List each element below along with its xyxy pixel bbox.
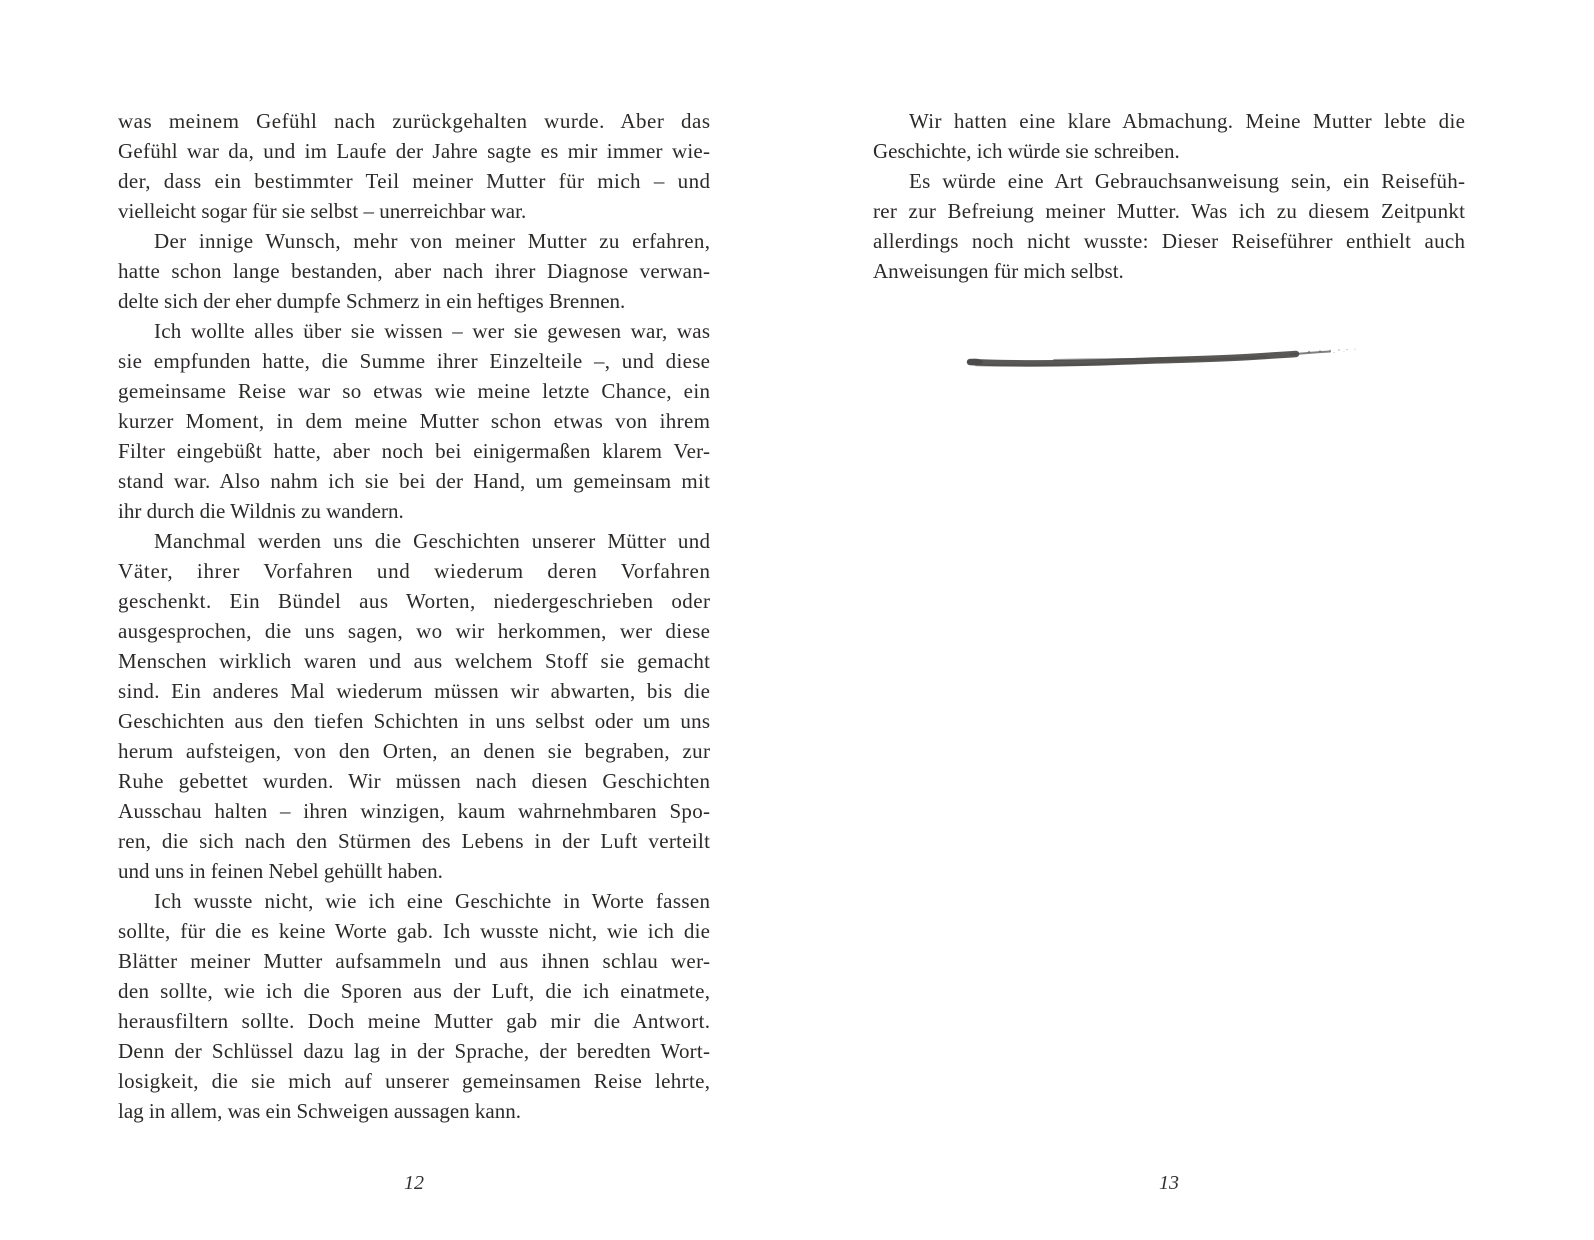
brush-stroke-icon — [964, 341, 1362, 371]
text-line: Es würde eine Art Gebrauchsanweisung sein, ein Reisefüh- — [909, 169, 1466, 193]
text-line: sie empfunden hatte, die Summe ihrer Einzelteile –, und diese — [118, 349, 711, 373]
text-line: Väter, ihrer Vorfahren und wiederum deren Vorfahren — [118, 559, 711, 583]
text-line: sind. Ein anderes Mal wiederum müssen wir abwarten, bis die — [118, 679, 711, 703]
text-line: rer zur Befreiung meiner Mutter. Was ich zu diesem Zeitpunkt — [873, 199, 1466, 223]
text-line: Ruhe gebettet wurden. Wir müssen nach diesen Geschichten — [118, 769, 711, 793]
text-line: gemeinsame Reise war so etwas wie meine letzte Chance, ein — [118, 379, 711, 403]
text-line: Blätter meiner Mutter aufsammeln und aus ihnen schlau wer- — [118, 949, 711, 973]
text-line: Wir hatten eine klare Abmachung. Meine Mutter lebte die — [909, 109, 1466, 133]
text-line: delte sich der eher dumpfe Schmerz in ein heftiges Brennen. — [118, 289, 626, 313]
text-line: vielleicht sogar für sie selbst – unerreichbar war. — [118, 199, 527, 223]
paragraph — [118, 106, 710, 226]
text-line: ausgesprochen, die uns sagen, wo wir herkommen, wer diese — [118, 619, 711, 643]
left-page-number: 12 — [404, 1172, 424, 1194]
paragraph — [118, 886, 710, 1126]
text-line: hatte schon lange bestanden, aber nach ihrer Diagnose verwan- — [118, 259, 711, 283]
paragraph — [118, 226, 710, 316]
text-line: Der innige Wunsch, mehr von meiner Mutter zu erfahren, — [154, 229, 711, 253]
text-line: lag in allem, was ein Schweigen aussagen kann. — [118, 1099, 521, 1123]
right-page-number: 13 — [1159, 1172, 1179, 1194]
text-line: Anweisungen für mich selbst. — [873, 259, 1124, 283]
text-line: sollte, für die es keine Worte gab. Ich wusste nicht, wie ich die — [118, 919, 711, 943]
text-line: geschenkt. Ein Bündel aus Worten, niedergeschrieben oder — [118, 589, 711, 613]
text-line: was meinem Gefühl nach zurückgehalten wurde. Aber das — [118, 109, 711, 133]
text-line: den sollte, wie ich die Sporen aus der Luft, die ich einatmete, — [118, 979, 711, 1003]
paragraph — [118, 316, 710, 526]
text-line: der, dass ein bestimmter Teil meiner Mutter für mich – und — [118, 169, 711, 193]
brush-stroke-divider — [964, 341, 1362, 371]
text-line: stand war. Also nahm ich sie bei der Hand, um gemeinsam mit — [118, 469, 711, 493]
text-line: herausfiltern sollte. Doch meine Mutter gab mir die Antwort. — [118, 1009, 711, 1033]
text-line: Geschichte, ich würde sie schreiben. — [873, 139, 1180, 163]
text-line: Filter eingebüßt hatte, aber noch bei einigermaßen klarem Ver- — [118, 439, 711, 463]
text-line: Ich wusste nicht, wie ich eine Geschichte in Worte fassen — [154, 889, 711, 913]
paragraph — [873, 166, 1465, 286]
left-page-text — [118, 106, 710, 1126]
text-line: losigkeit, die sie mich auf unserer gemeinsamen Reise lehrte, — [118, 1069, 711, 1093]
text-line: Manchmal werden uns die Geschichten unserer Mütter und — [154, 529, 711, 553]
right-page-text — [873, 106, 1465, 286]
text-line: ihr durch die Wildnis zu wandern. — [118, 499, 404, 523]
text-line: Menschen wirklich waren und aus welchem Stoff sie gemacht — [118, 649, 711, 673]
text-line: Denn der Schlüssel dazu lag in der Sprache, der beredten Wort- — [118, 1039, 711, 1063]
text-line: ren, die sich nach den Stürmen des Lebens in der Luft verteilt — [118, 829, 711, 853]
text-line: allerdings noch nicht wusste: Dieser Reiseführer enthielt auch — [873, 229, 1466, 253]
text-line: Ich wollte alles über sie wissen – wer sie gewesen war, was — [154, 319, 711, 343]
text-line: und uns in feinen Nebel gehüllt haben. — [118, 859, 443, 883]
paragraph — [873, 106, 1465, 166]
text-line: herum aufsteigen, von den Orten, an denen sie begraben, zur — [118, 739, 711, 763]
text-line: Ausschau halten – ihren winzigen, kaum wahrnehmbaren Spo- — [118, 799, 711, 823]
paragraph — [118, 526, 710, 886]
text-line: Gefühl war da, und im Laufe der Jahre sagte es mir immer wie- — [118, 139, 711, 163]
text-line: kurzer Moment, in dem meine Mutter schon etwas von ihrem — [118, 409, 711, 433]
text-line: Geschichten aus den tiefen Schichten in uns selbst oder um uns — [118, 709, 711, 733]
